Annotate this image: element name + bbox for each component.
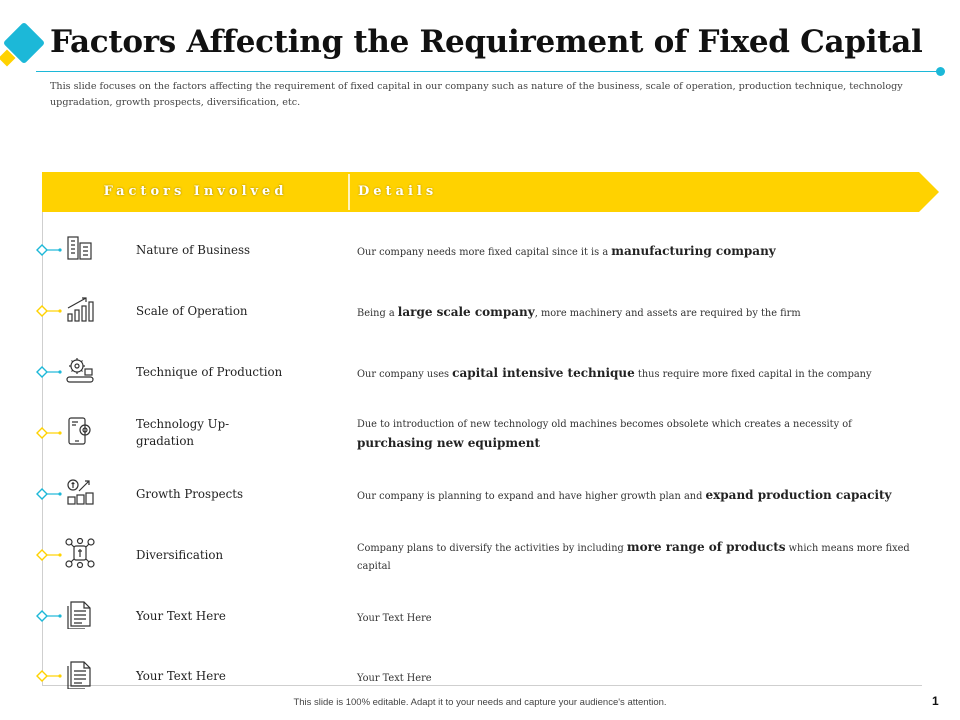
- buildings-icon: [65, 233, 95, 263]
- detail-text: Our company needs more fixed capital since it is a: [357, 247, 612, 258]
- mobile-tech-icon: [65, 416, 95, 446]
- footer-note: This slide is 100% editable. Adapt it to your needs and capture your audience's attention.: [293, 697, 667, 708]
- row-connector-diamond-icon: [35, 548, 63, 562]
- factor-detail: [357, 468, 912, 524]
- detail-highlight: capital intensive technique: [452, 366, 635, 380]
- detail-text: Your Text Here: [357, 613, 432, 624]
- detail-highlight: more range of products: [626, 540, 786, 554]
- detail-text: Being a: [357, 308, 398, 319]
- factor-name: [136, 468, 286, 520]
- header-factors-involved: Factors Involved: [103, 184, 288, 199]
- diversification-icon: [65, 538, 95, 568]
- factor-name: [136, 346, 286, 398]
- factor-label: Your Text Here: [136, 608, 226, 623]
- table-row: [42, 346, 922, 406]
- factor-detail: [357, 285, 912, 341]
- detail-text: Our company uses: [357, 369, 453, 380]
- detail-text: Our company is planning to expand and have higher growth plan and: [357, 491, 706, 502]
- row-connector-diamond-icon: [35, 669, 63, 683]
- factor-label: Diversification: [136, 547, 224, 562]
- detail-text-after: , more machinery and assets are required by the firm: [534, 308, 801, 319]
- detail-highlight: expand production capacity: [705, 488, 892, 502]
- factor-label: Your Text Here: [136, 668, 226, 683]
- detail-highlight: large scale company: [397, 305, 535, 319]
- factor-detail: [357, 224, 912, 280]
- row-connector-diamond-icon: [35, 243, 63, 257]
- factor-name: [136, 650, 286, 702]
- document-icon: [65, 659, 95, 689]
- header-details: Details: [358, 184, 438, 199]
- factor-detail: [357, 590, 912, 646]
- table-row: [42, 224, 922, 284]
- factor-name: [136, 285, 286, 337]
- factor-name: [136, 590, 286, 642]
- factor-label: Growth Prospects: [136, 486, 244, 501]
- document-icon: [65, 599, 95, 629]
- growth-bar-chart-icon: [65, 294, 95, 324]
- table-row: [42, 468, 922, 528]
- title-underline: [36, 71, 940, 72]
- factor-detail: [357, 529, 912, 585]
- factor-label: Technology Up-gradation: [136, 417, 230, 448]
- factor-label: Nature of Business: [136, 242, 251, 257]
- factor-name: [136, 224, 286, 276]
- factor-name: [136, 529, 286, 581]
- row-connector-diamond-icon: [35, 487, 63, 501]
- gear-conveyor-icon: [65, 355, 95, 385]
- row-connector-diamond-icon: [35, 609, 63, 623]
- page-number: 1: [932, 694, 939, 708]
- table-row: [42, 590, 922, 650]
- detail-highlight: manufacturing company: [611, 244, 776, 258]
- factor-label: Scale of Operation: [136, 303, 248, 318]
- factor-label: Technique of Production: [136, 364, 283, 379]
- row-connector-diamond-icon: [35, 365, 63, 379]
- row-connector-diamond-icon: [35, 304, 63, 318]
- money-growth-icon: [65, 477, 95, 507]
- detail-text: Company plans to diversify the activities by including: [357, 543, 627, 554]
- detail-text: Due to introduction of new technology old machines becomes obsolete which creates a necessity of: [357, 419, 852, 430]
- table-row: [42, 285, 922, 345]
- title-underline-dot: [936, 67, 945, 76]
- detail-text: Your Text Here: [357, 673, 432, 684]
- row-connector-diamond-icon: [35, 426, 63, 440]
- factors-table: [42, 172, 942, 687]
- page-title: Factors Affecting the Requirement of Fixed Capital: [50, 24, 923, 60]
- detail-text-after: thus require more fixed capital in the company: [634, 369, 872, 380]
- factor-detail: [357, 346, 912, 402]
- logo-diamond-icon: [0, 22, 46, 76]
- factor-name: [136, 407, 286, 459]
- detail-highlight: purchasing new equipment: [357, 436, 541, 450]
- slide-description: This slide focuses on the factors affecting the requirement of fixed capital in our company such as nature of the business, scale of operation, production technique, technology upgradation, growth prospects, diversification, etc.: [50, 81, 903, 108]
- table-row: [42, 529, 922, 589]
- factor-detail: [357, 407, 912, 463]
- detail-text-after: which means more fixed capital: [357, 543, 910, 572]
- table-row: [42, 407, 922, 467]
